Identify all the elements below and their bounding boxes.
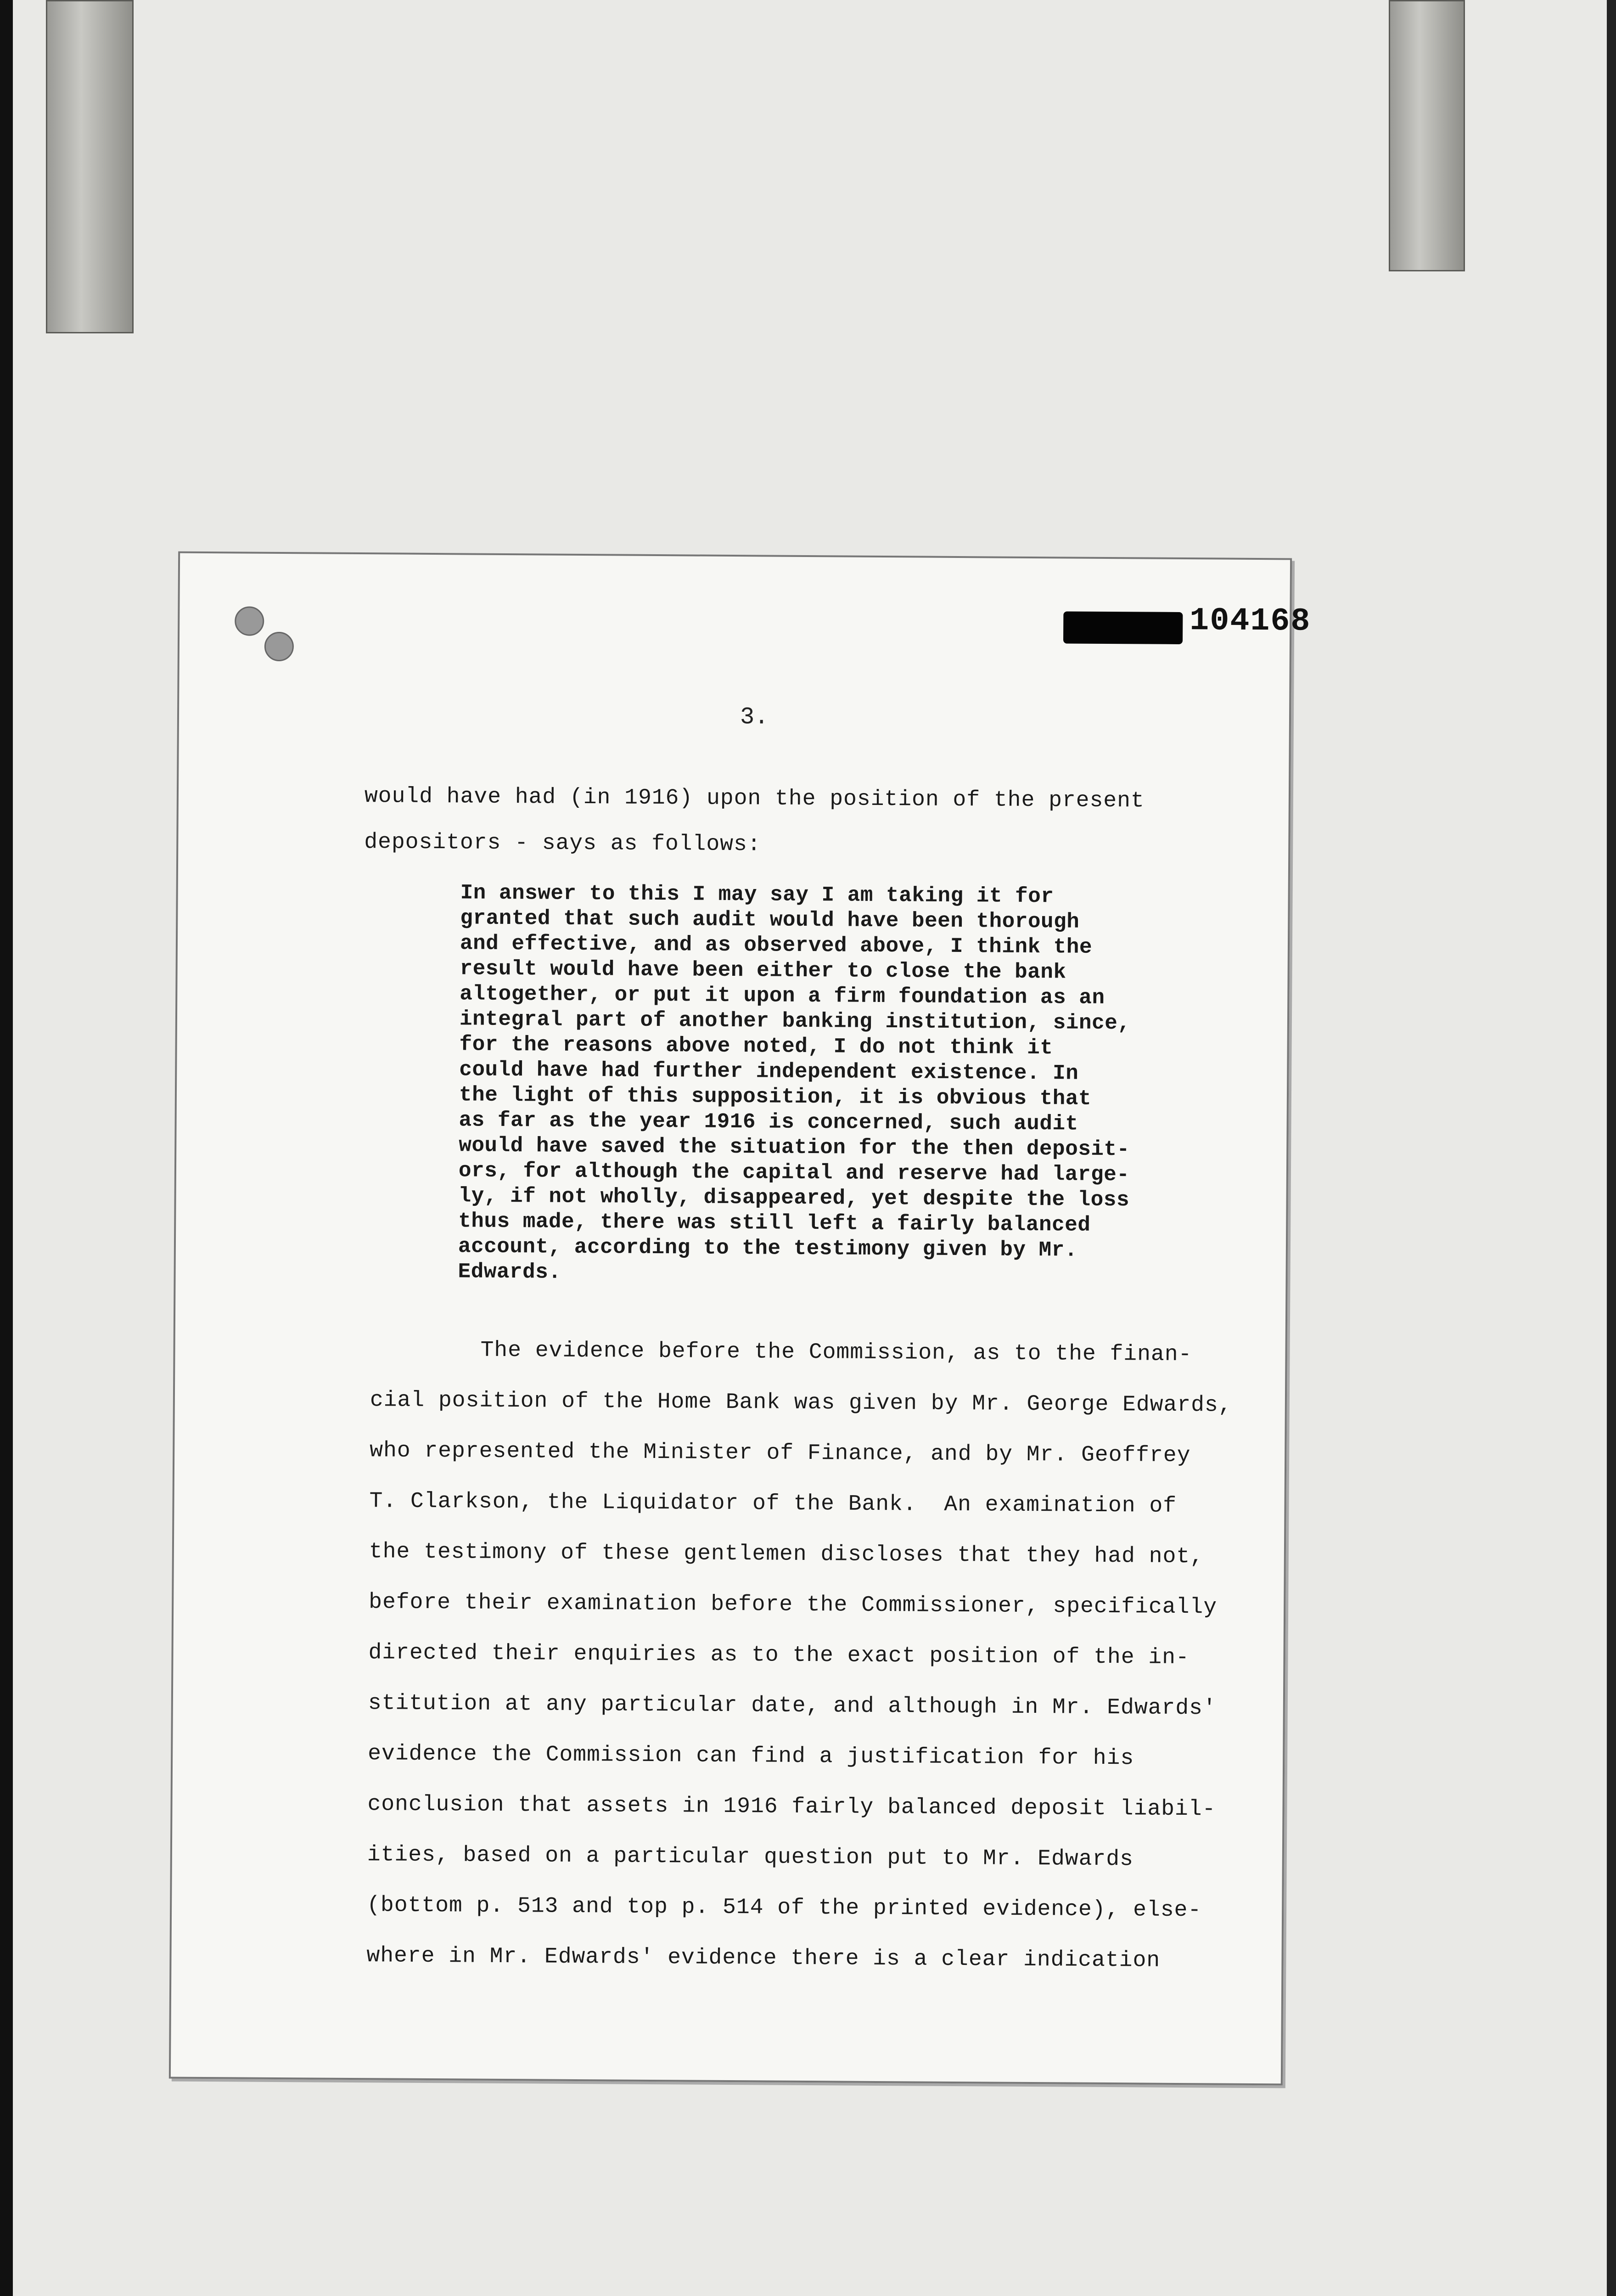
body-line: stitution at any particular date, and although in Mr. Edwards' — [368, 1691, 1217, 1721]
body-line: the testimony of these gentlemen discloses that they had not, — [369, 1539, 1204, 1570]
body-line: conclusion that assets in 1916 fairly balanced deposit liabil- — [367, 1792, 1216, 1822]
document-number: 104168 — [1190, 603, 1311, 640]
quote-line: Edwards. — [458, 1260, 561, 1284]
body-line: before their examination before the Commissioner, specifically — [369, 1590, 1218, 1620]
quote-line: the light of this supposition, it is obvious that — [459, 1083, 1092, 1111]
intro-line: would have had (in 1916) upon the position of the present — [364, 784, 1145, 814]
quote-line: for the reasons above noted, I do not think it — [459, 1032, 1053, 1060]
quote-line: and effective, and as observed above, I think the — [460, 931, 1093, 959]
quote-line: altogether, or put it upon a firm foundation as an — [460, 982, 1105, 1010]
quote-line: could have had further independent existence. In — [459, 1058, 1079, 1086]
quote-line: granted that such audit would have been thorough — [460, 906, 1080, 934]
quote-line: In answer to this I may say I am taking it for — [460, 881, 1054, 909]
page-number: 3. — [740, 703, 769, 731]
tape-strip-top-left — [46, 0, 134, 333]
film-frame-right-edge — [1607, 0, 1616, 2296]
body-line: evidence the Commission can find a justification for his — [368, 1741, 1134, 1771]
quote-line: as far as the year 1916 is concerned, such audit — [459, 1108, 1078, 1136]
quote-line: integral part of another banking institution, since, — [459, 1007, 1131, 1035]
quote-line: would have saved the situation for the then deposit- — [459, 1133, 1130, 1162]
body-line: where in Mr. Edwards' evidence there is a clear indication — [366, 1943, 1161, 1973]
body-line: T. Clarkson, the Liquidator of the Bank. An examination of — [369, 1489, 1177, 1519]
body-line: who represented the Minister of Finance, and by Mr. Geoffrey — [370, 1438, 1191, 1469]
quote-line: result would have been either to close the bank — [460, 957, 1066, 985]
quote-line: account, according to the testimony given by Mr. — [458, 1234, 1078, 1262]
redaction-bar — [1063, 611, 1183, 644]
body-line: The evidence before the Commission, as to the finan- — [480, 1338, 1192, 1367]
quote-line: ly, if not wholly, disappeared, yet despite the loss — [458, 1184, 1130, 1212]
quote-line: ors, for although the capital and reserve had large- — [458, 1159, 1130, 1187]
body-line: ities, based on a particular question put to Mr. Edwards — [367, 1842, 1134, 1872]
punch-hole-top — [235, 606, 264, 636]
body-line: directed their enquiries as to the exact position of the in- — [368, 1640, 1190, 1671]
quote-line: thus made, there was still left a fairly balanced — [458, 1209, 1091, 1237]
document-page — [169, 551, 1311, 2086]
body-line: cial position of the Home Bank was given by Mr. George Edwards, — [370, 1388, 1232, 1418]
punch-hole-bottom — [264, 632, 294, 661]
intro-line: depositors - says as follows: — [364, 830, 761, 857]
body-line: (bottom p. 513 and top p. 514 of the printed evidence), else- — [367, 1893, 1202, 1923]
film-frame-left-edge — [0, 0, 13, 2296]
tape-strip-top-right — [1389, 0, 1465, 271]
